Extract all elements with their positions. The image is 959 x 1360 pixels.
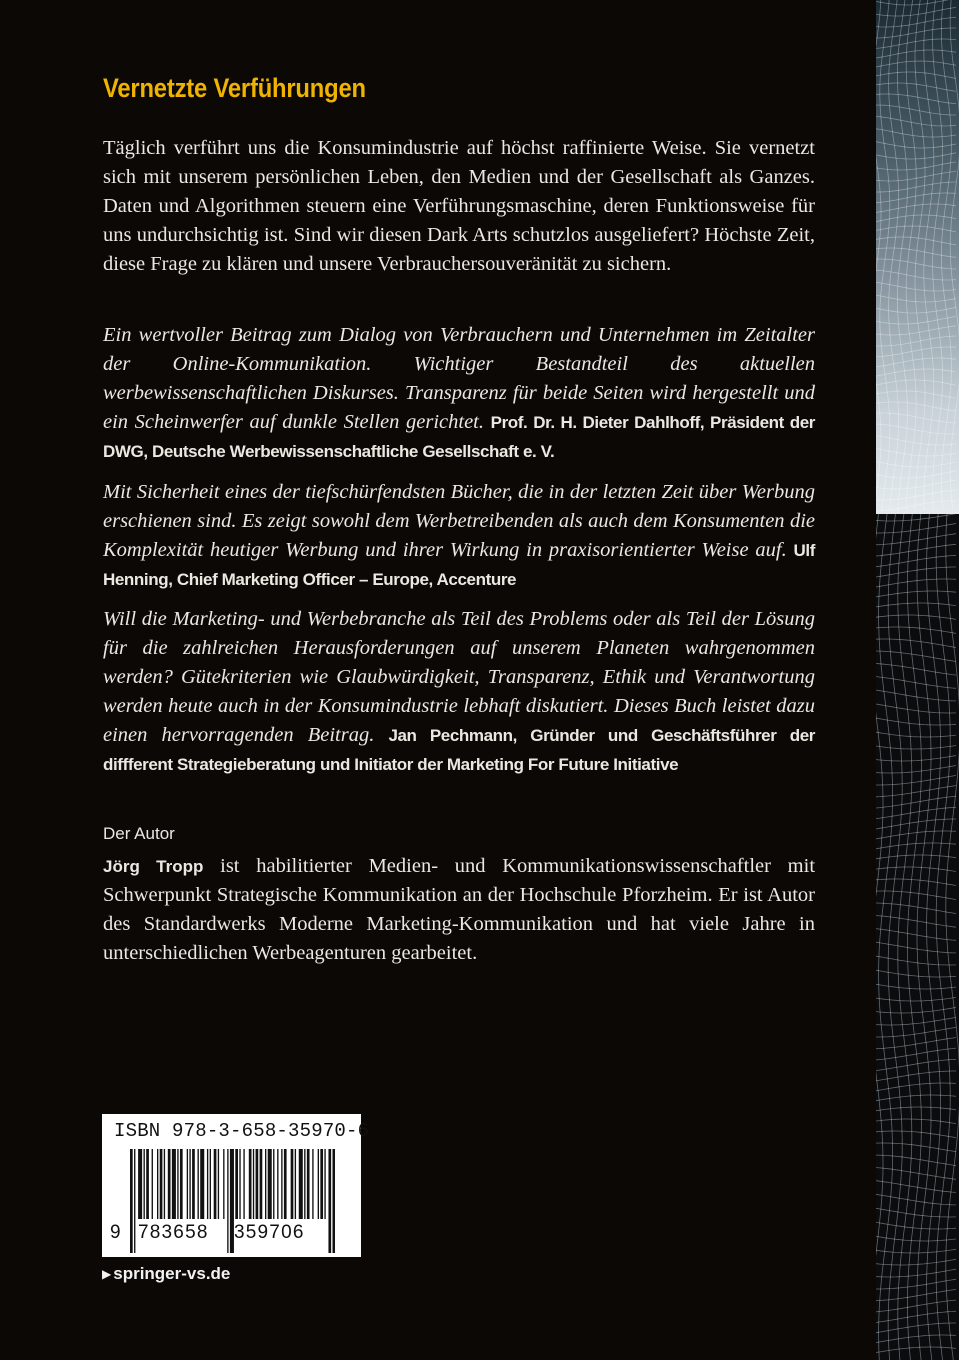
barcode-bar: [210, 1149, 211, 1219]
author-name: Jörg Tropp: [103, 857, 204, 876]
barcode-bar: [307, 1149, 310, 1219]
barcode-digits-right: 359706: [234, 1222, 305, 1243]
barcode-bar: [328, 1149, 331, 1253]
barcode-bar: [187, 1149, 188, 1219]
mesh-line: [876, 514, 956, 521]
mesh-line: [876, 929, 956, 941]
barcode-bar: [200, 1149, 204, 1219]
barcode-bar: [227, 1149, 228, 1253]
barcode-bar: [189, 1149, 190, 1219]
mesh-line: [950, 0, 959, 510]
mesh-line: [876, 891, 956, 900]
mesh-line: [915, 0, 925, 510]
mesh-line: [876, 1236, 956, 1241]
mesh-line: [876, 1347, 956, 1353]
barcode-bar: [168, 1149, 171, 1219]
publisher-link[interactable]: [102, 1264, 230, 1284]
mesh-line: [876, 766, 956, 774]
barcode-bar: [318, 1149, 319, 1219]
mesh-line: [876, 1119, 956, 1124]
barcode-bar: [172, 1149, 176, 1219]
mesh-line: [876, 1107, 956, 1111]
mesh-line: [876, 732, 956, 737]
mesh-line: [876, 534, 956, 545]
mesh-line: [876, 555, 956, 566]
mesh-line: [876, 831, 956, 839]
author-bio: [103, 852, 815, 968]
barcode-bar: [324, 1149, 325, 1219]
barcode-bar: [160, 1149, 163, 1219]
mesh-line: [876, 775, 956, 785]
mesh-line: [876, 579, 956, 587]
mesh-line: [876, 1131, 956, 1138]
quote-2-attribution: Ulf Henning, Chief Marketing Officer – Europe, Accenture: [103, 541, 815, 589]
mesh-line: [876, 1259, 956, 1265]
quote-3: [103, 605, 815, 779]
mesh-line: [897, 0, 907, 510]
arrow-right-icon: ▶: [102, 1267, 112, 1281]
barcode-bar: [134, 1149, 135, 1253]
barcode-bar: [130, 1149, 133, 1253]
barcode-bar: [218, 1149, 219, 1219]
mesh-line: [876, 1279, 956, 1289]
mesh-line: [876, 50, 956, 58]
mesh-line: [946, 514, 959, 1360]
mesh-line: [876, 855, 956, 859]
mesh-line: [906, 0, 916, 510]
barcode-bar: [223, 1149, 224, 1219]
mesh-line: [876, 544, 956, 556]
mesh-line: [876, 916, 956, 928]
quote-1-attribution: Prof. Dr. H. Dieter Dahlhoff, Präsident der DWG, Deutsche Werbewissenschaftliche Gesellschaft e. V.: [103, 413, 815, 461]
mesh-line: [876, 369, 956, 376]
mesh-line: [876, 0, 956, 5]
mesh-pattern-bottom: [876, 514, 959, 1360]
mesh-line: [876, 358, 956, 367]
mesh-line: [876, 1289, 956, 1300]
mesh-line: [876, 1143, 956, 1152]
mesh-line: [876, 380, 956, 385]
mesh-line: [876, 903, 956, 914]
barcode-bar: [177, 1149, 178, 1219]
barcode-bar: [333, 1149, 336, 1253]
mesh-line: [876, 664, 956, 676]
quote-2: [103, 478, 815, 594]
mesh-line: [876, 1335, 956, 1343]
publisher-url: springer-vs.de: [113, 1264, 231, 1283]
mesh-line: [876, 105, 956, 115]
mesh-line: [876, 471, 956, 478]
barcode-bar: [152, 1149, 153, 1219]
barcode-bar: [146, 1149, 149, 1219]
mesh-line: [876, 524, 956, 534]
barcode-bar: [157, 1149, 158, 1219]
mesh-line: [936, 514, 950, 1360]
mesh-line: [876, 704, 956, 713]
decorative-mesh-top: [876, 0, 959, 514]
barcode-bar: [268, 1149, 272, 1219]
mesh-line: [898, 514, 912, 1360]
mesh-line: [876, 746, 956, 750]
mesh-line: [924, 0, 934, 510]
isbn-barcode-box: [102, 1114, 370, 1257]
mesh-line: [876, 347, 956, 357]
mesh-line: [876, 1017, 956, 1025]
mesh-line: [876, 1155, 956, 1166]
barcode-bar: [198, 1149, 199, 1219]
mesh-line: [876, 490, 956, 500]
mesh-line: [876, 879, 956, 886]
mesh-line: [876, 117, 956, 127]
decorative-mesh-bottom: [876, 514, 959, 1360]
mesh-line: [876, 639, 956, 648]
barcode-bar: [265, 1149, 266, 1219]
quote-1-text: Ein wertvoller Beitrag zum Dialog von Verbrauchern und Unternehmen im Zeitalter der Online-Kommunikation. Wichtiger Bestandteil des aktuellen werbewissenschaftlichen Diskurses. Transparenz für beide Seiten wird hergestellt und ein Scheinwerfer auf dunkle Stellen gerichtet.: [103, 324, 815, 433]
barcode-bar: [277, 1149, 278, 1219]
barcode-bar: [138, 1149, 142, 1219]
barcode-bar: [295, 1149, 296, 1219]
barcode-bar: [180, 1149, 183, 1219]
mesh-line: [876, 326, 956, 335]
barcode-bar: [281, 1149, 282, 1219]
mesh-line: [876, 1249, 956, 1253]
barcode-bar: [239, 1149, 240, 1219]
mesh-line: [876, 807, 956, 818]
mesh-line: [876, 270, 956, 280]
barcode-bar: [320, 1149, 323, 1219]
mesh-line: [876, 997, 956, 1001]
book-title: Vernetzte Verführungen: [103, 73, 366, 103]
mesh-line: [876, 984, 956, 989]
mesh-pattern-top: [876, 0, 959, 514]
mesh-line: [876, 336, 956, 346]
mesh-line: [876, 142, 956, 148]
mesh-line: [876, 316, 956, 324]
mesh-line: [876, 204, 956, 213]
mesh-line: [876, 94, 956, 104]
isbn-label: ISBN 978-3-658-35970-6: [114, 1120, 370, 1142]
barcode-bar: [192, 1149, 195, 1219]
barcode-bar: [253, 1149, 254, 1219]
barcode-bar: [284, 1149, 287, 1219]
mesh-line: [876, 17, 956, 27]
mesh-line: [876, 756, 956, 761]
barcode-bar: [312, 1149, 313, 1219]
mesh-line: [876, 1208, 956, 1217]
mesh-line: [876, 942, 956, 953]
barcode-digit-first: 9: [110, 1222, 122, 1243]
mesh-line: [876, 1095, 956, 1101]
barcode-bar: [256, 1149, 259, 1219]
mesh-line: [876, 1269, 956, 1277]
barcode-bar: [249, 1149, 252, 1219]
barcode-bar: [235, 1149, 238, 1219]
mesh-line: [876, 1059, 956, 1070]
author-bio-text: ist habilitierter Medien- und Kommunikationswissenschaftler mit Schwerpunkt Strategische Kommunikation an der Hochschule Pforzheim. Er ist Autor des Standardwerks Moderne Marketing-Kommunikation und hat viele Jahre in unterschiedlichen Werbeagenturen gearbeitet.: [103, 855, 816, 964]
quote-1: [103, 321, 815, 466]
mesh-line: [876, 153, 956, 159]
mesh-line: [876, 786, 956, 797]
barcode-bar: [144, 1149, 145, 1219]
barcode-bar: [273, 1149, 274, 1219]
barcode-bar: [243, 1149, 244, 1219]
barcode-bar: [214, 1149, 217, 1219]
author-heading: Der Autor: [103, 824, 175, 843]
barcode-bar: [207, 1149, 208, 1219]
barcode-bar: [299, 1149, 303, 1219]
mesh-line: [876, 129, 956, 137]
mesh-line: [876, 449, 956, 456]
barcode-bar: [291, 1149, 294, 1219]
barcode-digits-left: 783658: [138, 1222, 209, 1243]
mesh-line: [876, 226, 956, 232]
mesh-line: [876, 567, 956, 577]
mesh-line: [876, 796, 956, 808]
barcode-bar: [304, 1149, 305, 1219]
blurb-paragraph: Täglich verführt uns die Konsumindustrie auf höchst raffinierte Weise. Sie vernetzt sich mit unserem persönlichen Leben, den Medien und der Gesellschaft als Ganzes. Daten und Algorithmen steuern eine Verführungsmaschine, deren Funktionsweise für uns undurchsichtig ist. Sind wir diesen Dark Arts schutzlos ausgeliefert? Höchste Zeit, diese Frage zu klären und unsere Verbrauchersouveränität zu sichern.: [103, 137, 815, 275]
quote-3-text: Will die Marketing- und Werbebranche als Teil des Problems oder als Teil der Lösung für die zahlreichen Herausforderungen auf unserem Planeten wahrgenommen werden? Gütekriterien wie Glaubwürdigkeit, Transparenz, Ethik und Verantwortung werden heute auch in der Konsumindustrie lebhaft diskutiert. Dieses Buch leistet dazu einen hervorragenden Beitrag.: [103, 608, 815, 746]
mesh-line: [879, 514, 893, 1360]
mesh-line: [876, 1027, 956, 1037]
quote-3-attribution: Jan Pechmann, Gründer und Geschäftsführer der diffferent Strategieberatung und Initiator der Marketing For Future Initiative: [103, 726, 816, 774]
quote-2-text: Mit Sicherheit eines der tiefschürfendsten Bücher, die in der letzten Zeit über Werbung erschienen sind. Es zeigt sowohl dem Werbetreibenden als auch dem Konsumenten die Komplexität heutiger Werbung und ihrer Wirkung in praxisorientierter Weise auf.: [103, 481, 815, 561]
mesh-line: [876, 501, 956, 511]
mesh-line: [876, 282, 956, 291]
barcode-bar: [260, 1149, 263, 1219]
mesh-line: [876, 424, 956, 434]
mesh-line: [876, 1071, 956, 1081]
barcode-bar: [164, 1149, 165, 1219]
mesh-line: [876, 627, 956, 633]
